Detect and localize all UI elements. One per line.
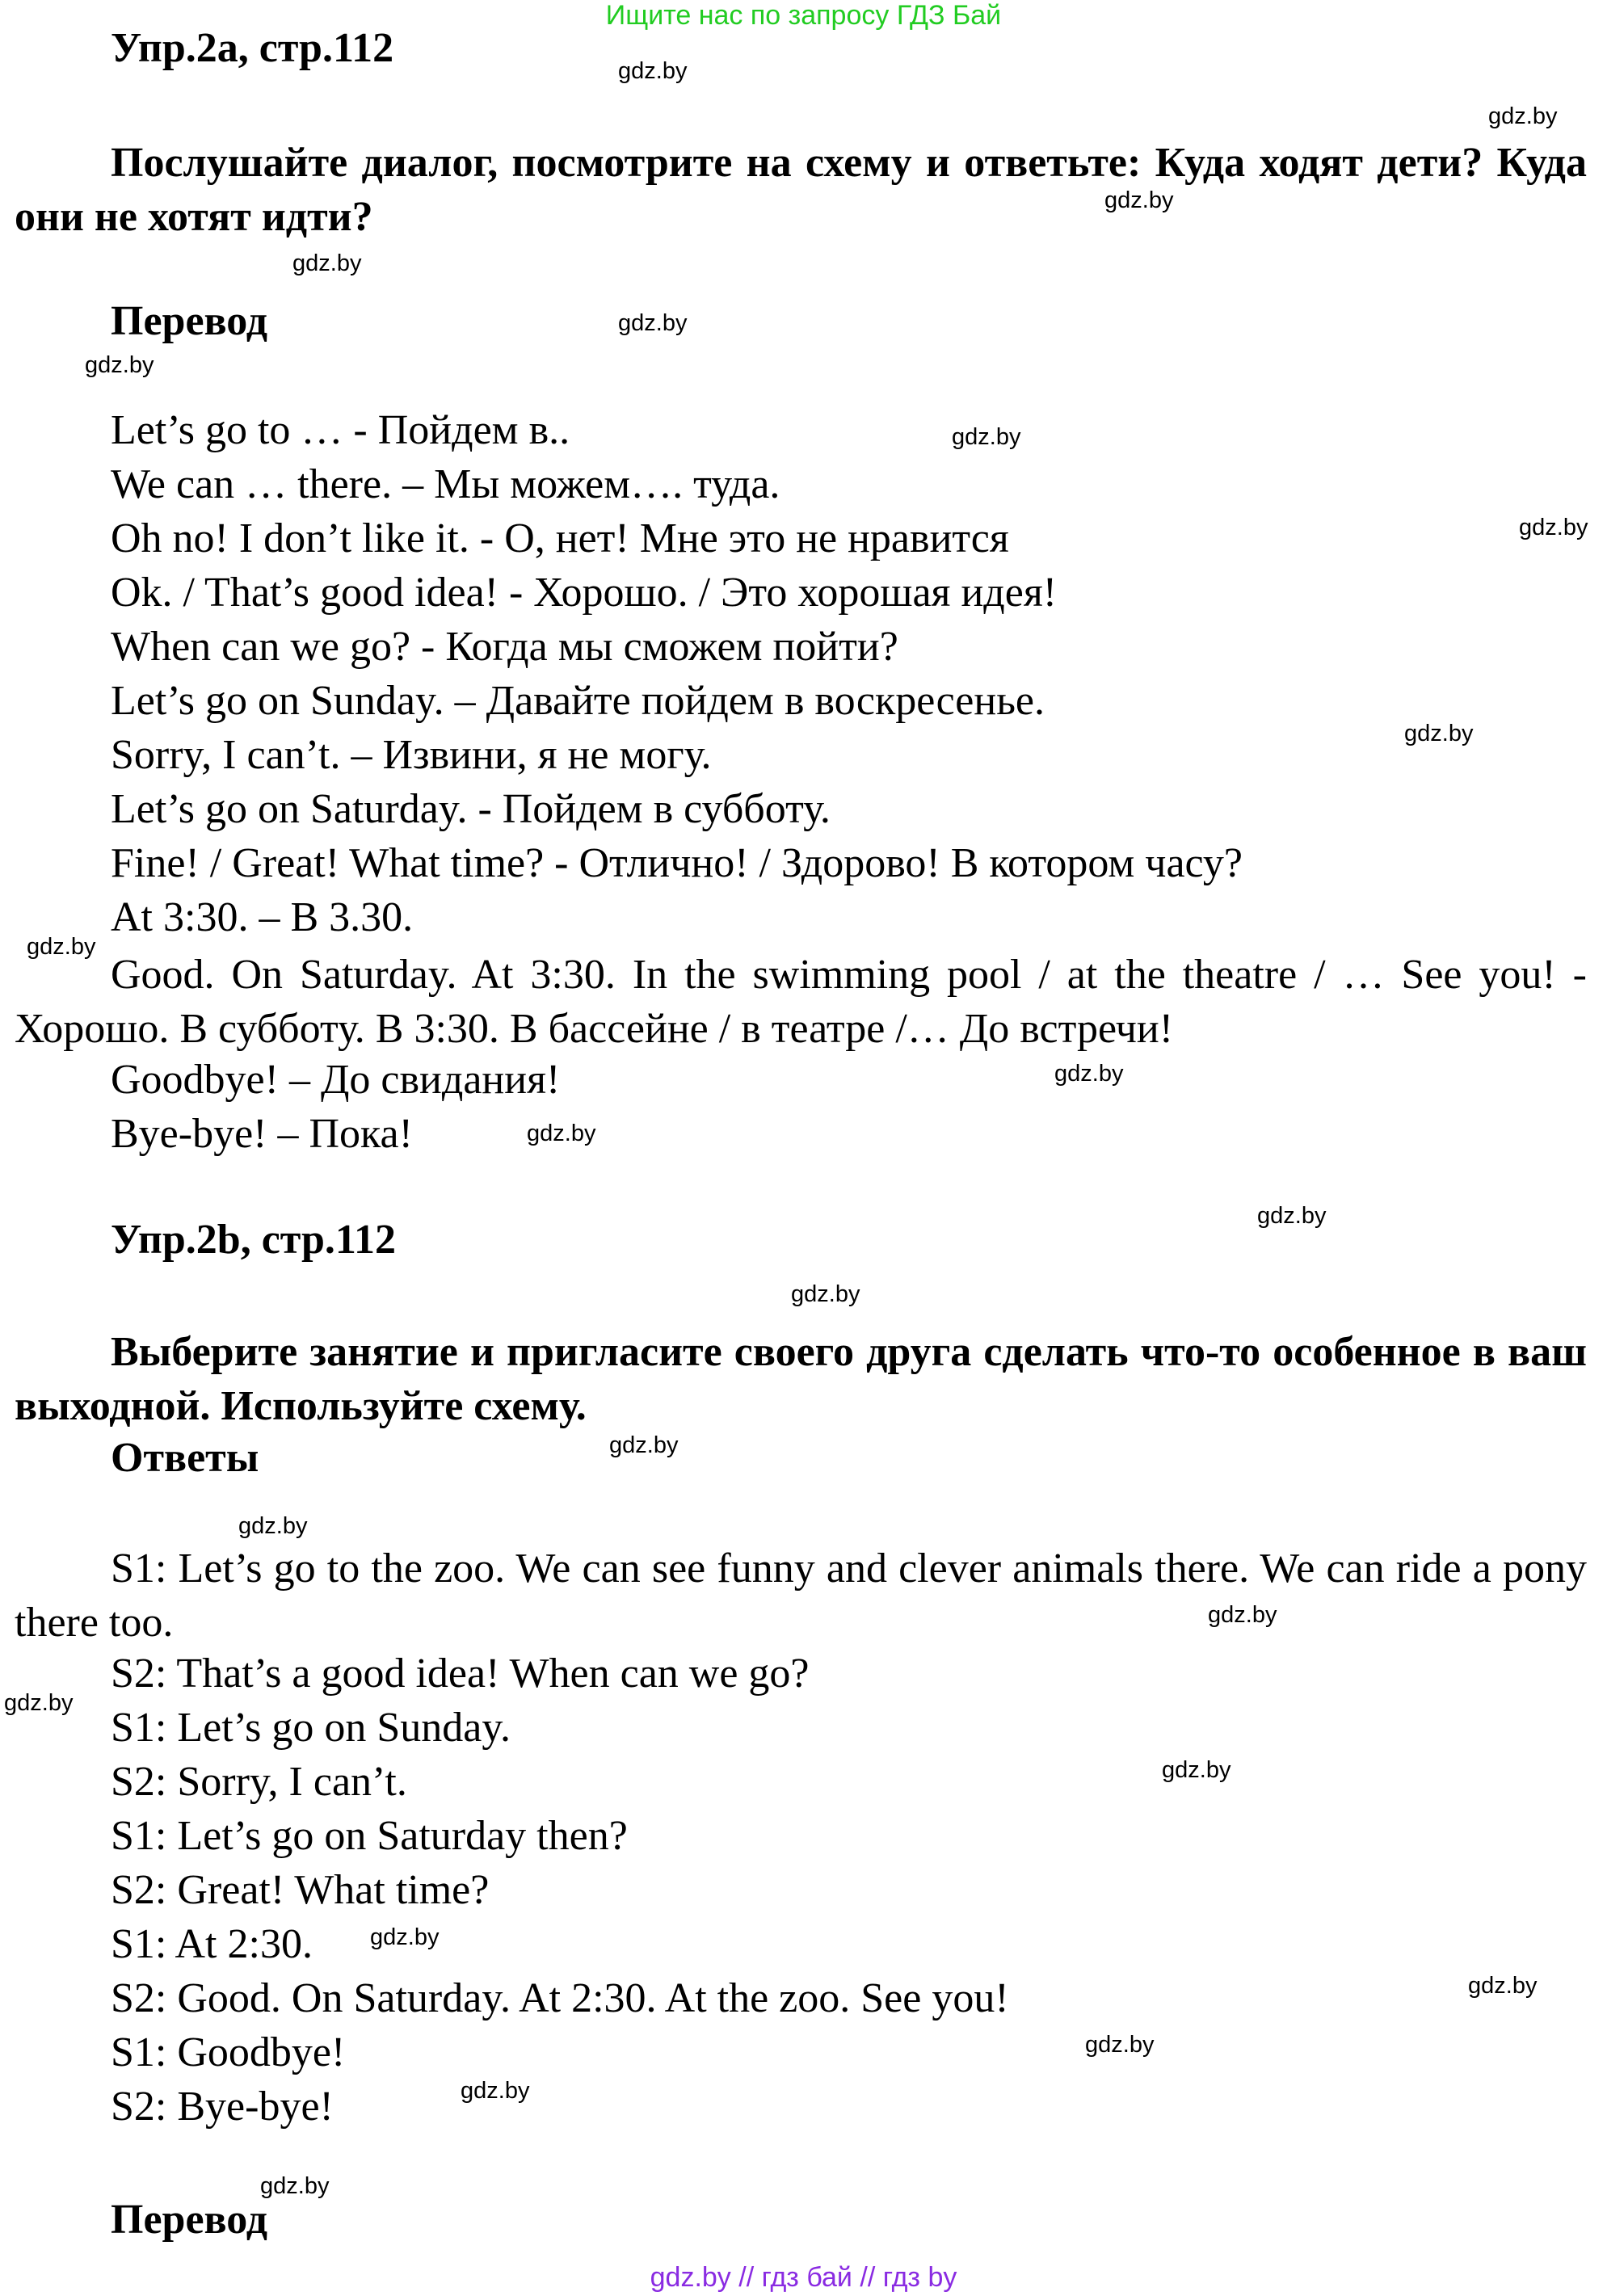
- watermark: gdz.by: [1208, 1602, 1277, 1628]
- dialog-line: Ok. / That’s good idea! - Хорошо. / Это хорошая идея!: [111, 570, 1058, 616]
- watermark: gdz.by: [952, 424, 1021, 450]
- dialog-line: We can … there. – Мы можем…. туда.: [111, 461, 780, 507]
- translation-heading-b: Перевод: [111, 2197, 268, 2243]
- answer-line: S1: Let’s go on Sunday.: [111, 1705, 511, 1751]
- answer-line: S1: Let’s go on Saturday then?: [111, 1813, 628, 1859]
- watermark: gdz.by: [1519, 515, 1588, 540]
- answer-line: S2: That’s a good idea! When can we go?: [111, 1651, 810, 1697]
- answer-line: S2: Sorry, I can’t.: [111, 1759, 407, 1805]
- dialog-line: Let’s go on Sunday. – Давайте пойдем в воскресенье.: [111, 678, 1045, 724]
- search-banner[interactable]: Ищите нас по запросу ГДЗ Бай: [605, 0, 1002, 31]
- watermark: gdz.by: [27, 934, 96, 960]
- watermark: gdz.by: [618, 58, 688, 84]
- dialog-line: Bye-bye! – Пока!: [111, 1111, 413, 1157]
- watermark: gdz.by: [260, 2173, 330, 2199]
- watermark: gdz.by: [238, 1513, 308, 1539]
- answer-line: S2: Bye-bye!: [111, 2084, 334, 2130]
- footer-links[interactable]: gdz.by // гдз бай // гдз by: [650, 2262, 957, 2293]
- watermark: gdz.by: [618, 310, 688, 336]
- watermark: gdz.by: [1104, 187, 1174, 213]
- watermark: gdz.by: [4, 1690, 74, 1716]
- dialog-long-line: Good. On Saturday. At 3:30. In the swimming pool / at the theatre / … See you! - Хорошо. В субботу. В 3:30. В бассейне / в театре /… До встречи!: [15, 952, 1587, 1052]
- watermark: gdz.by: [1085, 2032, 1155, 2058]
- dialog-line: Fine! / Great! What time? - Отлично! / Здорово! В котором часу?: [111, 840, 1243, 886]
- answers-heading: Ответы: [111, 1435, 259, 1481]
- answer-line: S1: Goodbye!: [111, 2029, 346, 2075]
- watermark: gdz.by: [791, 1281, 860, 1307]
- watermark: gdz.by: [1257, 1203, 1327, 1229]
- dialog-line: Sorry, I can’t. – Извини, я не могу.: [111, 732, 712, 778]
- watermark: gdz.by: [527, 1121, 596, 1146]
- dialog-line: Goodbye! – До свидания!: [111, 1057, 561, 1103]
- exercise-2a-task: Послушайте диалог, посмотрите на схему и ответьте: Куда ходят дети? Куда они не хотят идти?: [15, 140, 1587, 240]
- exercise-2a-heading: Упр.2а, стр.112: [111, 25, 394, 71]
- dialog-line: Let’s go to … - Пойдем в..: [111, 407, 570, 453]
- answer-line: S2: Great! What time?: [111, 1867, 490, 1913]
- exercise-2b-task: Выберите занятие и пригласите своего друга сделать что-то особенное в ваш выходной. Используйте схему.: [15, 1329, 1587, 1429]
- dialog-line: At 3:30. – В 3.30.: [111, 894, 414, 940]
- exercise-2b-heading: Упр.2b, стр.112: [111, 1217, 397, 1263]
- watermark: gdz.by: [292, 250, 362, 276]
- translation-heading-a: Перевод: [111, 298, 268, 344]
- dialog-line: When can we go? - Когда мы сможем пойти?: [111, 624, 898, 670]
- watermark: gdz.by: [1162, 1757, 1231, 1783]
- watermark: gdz.by: [1488, 103, 1558, 129]
- watermark: gdz.by: [1404, 721, 1474, 746]
- answer-line: S2: Good. On Saturday. At 2:30. At the zoo. See you!: [111, 1975, 1009, 2021]
- watermark: gdz.by: [609, 1432, 679, 1458]
- dialog-line: Oh no! I don’t like it. - О, нет! Мне это не нравится: [111, 515, 1009, 561]
- watermark: gdz.by: [1468, 1973, 1538, 1999]
- watermark: gdz.by: [1054, 1061, 1124, 1087]
- answer-line: S1: Let’s go to the zoo. We can see funny and clever animals there. We can ride a pony there too.: [15, 1545, 1587, 1646]
- answer-line: S1: At 2:30.: [111, 1921, 313, 1967]
- watermark: gdz.by: [461, 2078, 530, 2104]
- watermark: gdz.by: [370, 1924, 440, 1950]
- dialog-line: Let’s go on Saturday. - Пойдем в субботу.: [111, 786, 831, 832]
- watermark: gdz.by: [85, 352, 154, 378]
